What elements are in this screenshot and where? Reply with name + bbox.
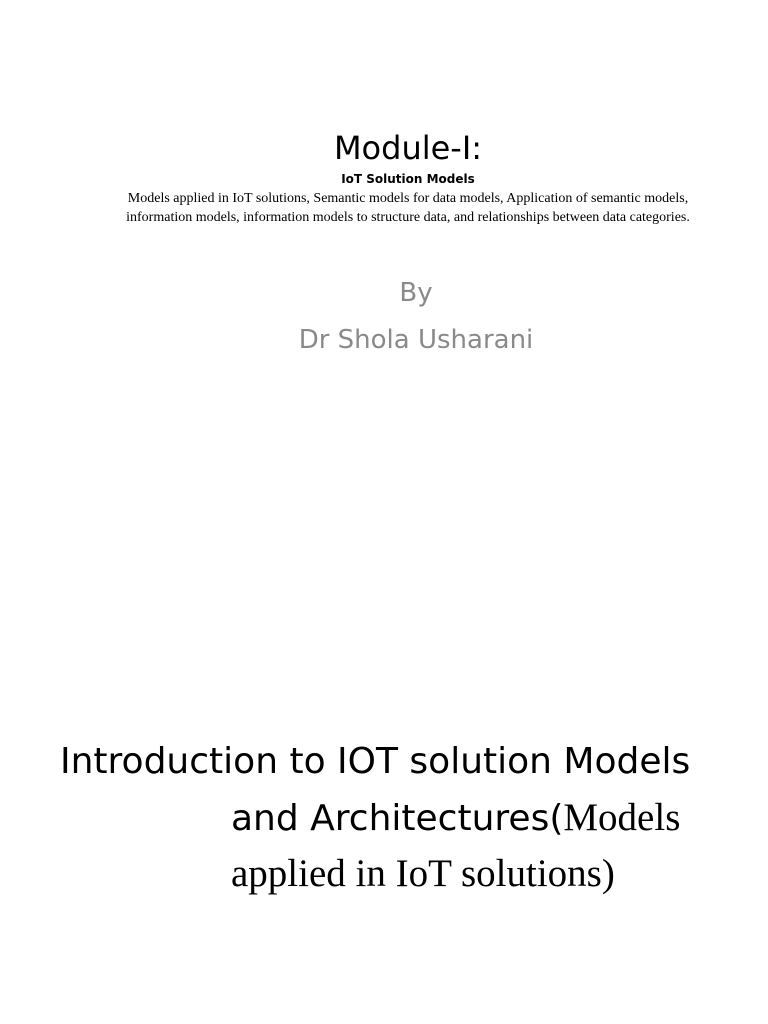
author-name: Dr Shola Usharani bbox=[298, 325, 534, 355]
module-title: Module-I: bbox=[333, 129, 483, 167]
intro-slide bbox=[0, 720, 768, 920]
intro-title-line-2-serif: Models bbox=[563, 796, 681, 839]
module-subtitle: IoT Solution Models bbox=[341, 172, 475, 186]
intro-title-line-2-sans: and Architectures( bbox=[231, 798, 564, 839]
title-slide bbox=[0, 0, 768, 380]
module-description bbox=[60, 189, 756, 227]
module-description-line-1: Models applied in IoT solutions, Semantic models for data models, Application of semantic models, bbox=[127, 191, 689, 206]
intro-title-line-3: applied in IoT solutions) bbox=[231, 852, 615, 895]
intro-title-line-2 bbox=[231, 796, 751, 841]
module-description-line-2: information models, information models to structure data, and relationships between data categories. bbox=[126, 210, 690, 225]
intro-title-line-1: Introduction to IOT solution Models bbox=[60, 741, 691, 782]
by-label: By bbox=[399, 278, 433, 308]
